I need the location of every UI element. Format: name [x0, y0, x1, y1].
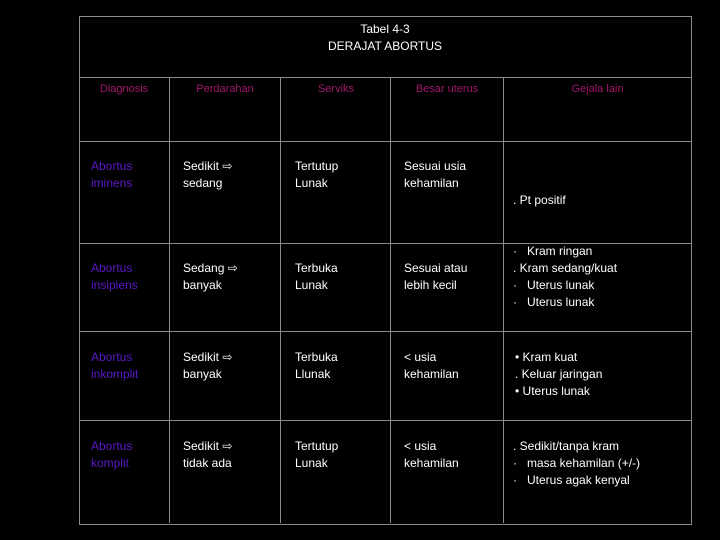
grid-vline [280, 77, 281, 523]
table-title [79, 21, 691, 55]
grid-vline [390, 77, 391, 523]
row3-serviks: Terbuka Llunak [295, 350, 338, 381]
abortus-table [79, 16, 691, 524]
row1-gejala-lain: . Pt positif · Kram ringan · Uterus lunak [513, 193, 595, 309]
row3-perdarahan: Sedikit ⇨ banyak [183, 350, 233, 381]
grid-hline [79, 331, 691, 332]
row2-besar-uterus: Sesuai atau lebih kecil [404, 261, 468, 292]
header-diagnosis: Diagnosis [99, 83, 149, 95]
grid-vline [169, 77, 170, 523]
row1-serviks: Tertutup Lunak [295, 159, 339, 190]
row2-perdarahan: Sedang ⇨ banyak [183, 261, 238, 292]
row4-besar-uterus: < usia kehamilan [404, 439, 459, 470]
row2-gejala-lain: . Kram sedang/kuat · Uterus lunak [513, 261, 618, 292]
grid-hline [79, 243, 691, 244]
row1-perdarahan: Sedikit ⇨ sedang [183, 159, 233, 190]
grid-hline [79, 420, 691, 421]
grid-vline [503, 77, 504, 523]
row4-diagnosis: Abortus komplit [91, 439, 133, 470]
grid-hline [79, 77, 691, 78]
row2-diagnosis: Abortus insipiens [91, 261, 138, 292]
row3-diagnosis: Abortus inkomplit [91, 350, 139, 381]
header-gejala-lain: Gejala lain [571, 83, 624, 95]
row3-besar-uterus: < usia kehamilan [404, 350, 459, 381]
header-serviks: Serviks [317, 83, 355, 95]
header-besar-uterus: Besar uterus [415, 83, 479, 95]
row4-serviks: Tertutup Lunak [295, 439, 339, 470]
row1-diagnosis: Abortus iminens [91, 159, 133, 190]
header-perdarahan: Perdarahan [196, 83, 254, 95]
grid-hline [79, 141, 691, 142]
row1-besar-uterus: Sesuai usia kehamilan [404, 159, 467, 190]
table-title-number: Tabel 4-3 [360, 22, 410, 36]
row4-gejala-lain: . Sedikit/tanpa kram · masa kehamilan (+/-) · Uterus agak kenyal [513, 439, 641, 487]
row2-serviks: Terbuka Lunak [295, 261, 338, 292]
row3-gejala-lain: • Kram kuat . Keluar jaringan • Uterus lunak [515, 350, 603, 398]
row4-perdarahan: Sedikit ⇨ tidak ada [183, 439, 233, 470]
table-title-text: DERAJAT ABORTUS [327, 39, 443, 53]
